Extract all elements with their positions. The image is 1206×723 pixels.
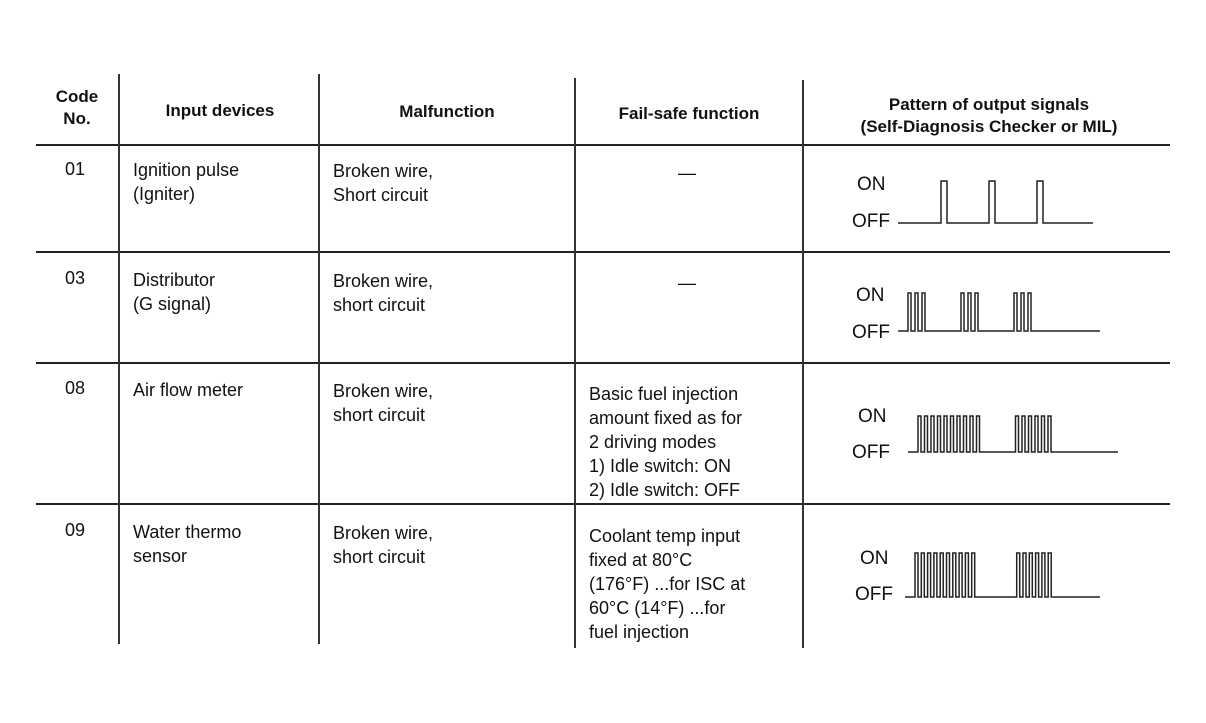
code-09: 09 bbox=[65, 520, 86, 540]
header-malfunction: Malfunction bbox=[399, 102, 495, 121]
failsafe-line: amount fixed as for bbox=[589, 408, 743, 428]
malfunction-line: Broken wire, bbox=[333, 523, 434, 543]
signal-off-label-09: OFF bbox=[855, 584, 893, 605]
malfunction-line: Short circuit bbox=[333, 185, 429, 205]
input-line: Distributor bbox=[133, 270, 216, 290]
failsafe-line: Coolant temp input bbox=[589, 526, 741, 546]
failsafe-01: — bbox=[678, 163, 696, 183]
failsafe-line: 2) Idle switch: OFF bbox=[589, 480, 741, 500]
failsafe-line: (176°F) ...for ISC at bbox=[589, 574, 746, 594]
signal-on-label-03: ON bbox=[856, 285, 885, 306]
failsafe-03: — bbox=[678, 273, 696, 293]
failsafe-line: fuel injection bbox=[589, 622, 690, 642]
input-line: Ignition pulse bbox=[133, 160, 240, 180]
code-01: 01 bbox=[65, 159, 86, 179]
malfunction-line: short circuit bbox=[333, 547, 426, 567]
signal-off-label-01: OFF bbox=[852, 211, 890, 232]
header-code-line1: Code bbox=[55, 87, 99, 106]
input-line: Water thermo bbox=[133, 522, 242, 542]
signal-on-label-08: ON bbox=[858, 406, 887, 427]
malfunction-line: Broken wire, bbox=[333, 161, 434, 181]
header-code-line2: No. bbox=[63, 109, 91, 128]
signal-on-label-09: ON bbox=[860, 548, 889, 569]
signal-off-label-03: OFF bbox=[852, 322, 890, 343]
failsafe-line: 60°C (14°F) ...for bbox=[589, 598, 726, 618]
malfunction-line: short circuit bbox=[333, 405, 426, 425]
malfunction-line: Broken wire, bbox=[333, 381, 434, 401]
malfunction-line: short circuit bbox=[333, 295, 426, 315]
header-failsafe: Fail-safe function bbox=[618, 104, 760, 123]
signal-off-label-08: OFF bbox=[852, 442, 890, 463]
failsafe-line: Basic fuel injection bbox=[589, 384, 739, 404]
failsafe-line: 2 driving modes bbox=[589, 432, 717, 452]
header-pattern-line1: Pattern of output signals bbox=[888, 95, 1090, 114]
header-pattern-line2: (Self-Diagnosis Checker or MIL) bbox=[860, 117, 1118, 136]
signal-on-label-01: ON bbox=[857, 174, 886, 195]
input-line: (G signal) bbox=[133, 294, 212, 314]
failsafe-line: 1) Idle switch: ON bbox=[589, 456, 732, 476]
input-line: (Igniter) bbox=[133, 184, 196, 204]
input-line: Air flow meter bbox=[133, 380, 244, 400]
header-input-devices: Input devices bbox=[165, 101, 275, 120]
malfunction-line: Broken wire, bbox=[333, 271, 434, 291]
code-03: 03 bbox=[65, 268, 86, 288]
input-line: sensor bbox=[133, 546, 188, 566]
code-08: 08 bbox=[65, 378, 86, 398]
failsafe-line: fixed at 80°C bbox=[589, 550, 693, 570]
